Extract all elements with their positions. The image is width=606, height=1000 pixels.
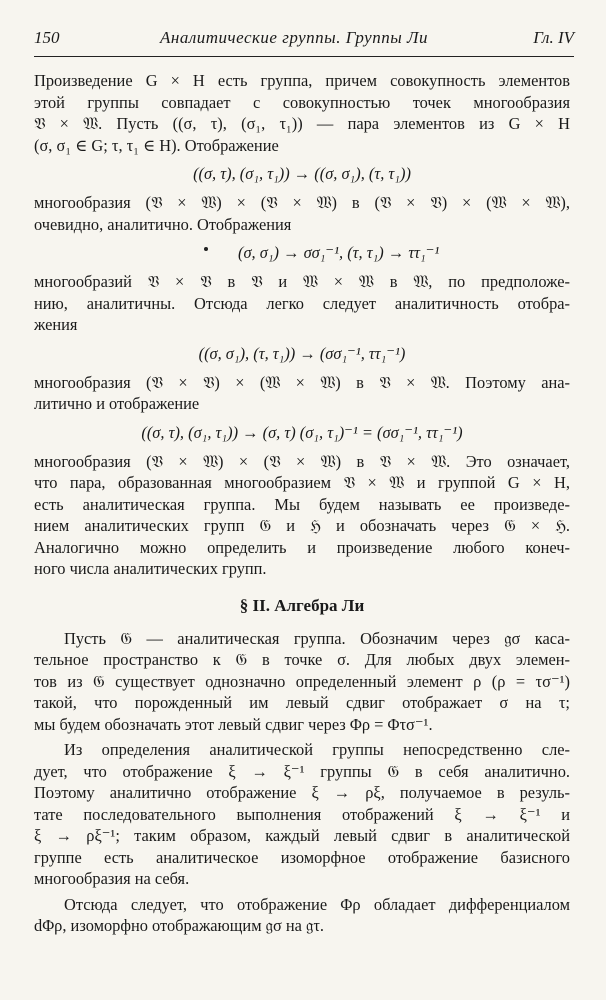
text-line: Пусть 𝔊 — аналитическая группа. Обозначим через 𝔤σ каса- bbox=[64, 628, 570, 648]
paragraph bbox=[34, 451, 570, 580]
text-line: ξ → ρξ⁻¹; таким образом, каждый левый сдвиг в аналитической bbox=[34, 826, 570, 845]
text-line: нию, аналитичны. Отсюда легко следует аналитичность отобра- bbox=[34, 293, 570, 313]
running-title: Аналитические группы. Группы Ли bbox=[160, 28, 428, 47]
formula-text: (σ, σ₁) → σσ₁⁻¹, (τ, τ₁) → ττ₁⁻¹ bbox=[238, 243, 440, 263]
paragraph bbox=[34, 192, 570, 235]
text-line: жения bbox=[34, 315, 78, 334]
text-line: Аналогично можно определить и произведение любого конеч- bbox=[34, 537, 570, 557]
text-line: 𝔙 × 𝔚. Пусть ((σ, τ), (σ₁, τ₁)) — пара элементов из G × H bbox=[34, 114, 570, 133]
stray-dot bbox=[204, 247, 208, 251]
paragraph bbox=[34, 894, 570, 937]
paragraph bbox=[34, 739, 570, 890]
text-line: (σ, σ₁ ∈ G; τ, τ₁ ∈ H). Отображение bbox=[34, 135, 279, 155]
text-line: многообразия на себя. bbox=[34, 869, 190, 888]
running-header bbox=[34, 28, 574, 52]
text-line: группе есть аналитическое изоморфное отображение базисного bbox=[34, 847, 570, 867]
text-line: Поэтому аналитично отображение ξ → ρξ, получаемое в резуль- bbox=[34, 783, 570, 802]
text-line: такой, что порожденный им левый сдвиг отображает σ на τ; bbox=[34, 693, 570, 712]
formula: ((σ, σ₁), (τ, τ₁)) → (σσ₁⁻¹, ττ₁⁻¹) bbox=[198, 343, 406, 363]
text-line: Произведение G × H есть группа, причем совокупность элементов bbox=[34, 71, 570, 90]
text-line: есть аналитическая группа. Мы будем называть ее произведе- bbox=[34, 494, 570, 514]
header-rule bbox=[34, 56, 574, 57]
paragraph bbox=[34, 628, 570, 736]
text-line: этой группы совпадает с совокупностью точек многообразия bbox=[34, 92, 570, 112]
text-line: очевидно, аналитично. Отображения bbox=[34, 214, 292, 234]
text-line: дует, что отображение ξ → ξ⁻¹ группы 𝔊 в себя аналитично. bbox=[34, 761, 570, 781]
section-heading: § II. Алгебра Ли bbox=[239, 595, 365, 615]
text-line: что пара, образованная многообразием 𝔙 × 𝔚 и группой G × H, bbox=[34, 473, 570, 492]
text-line: Отсюда следует, что отображение Φρ обладает дифференциалом bbox=[64, 894, 570, 914]
text-line: многообразия (𝔙 × 𝔚) × (𝔙 × 𝔚) в (𝔙 × 𝔙) × (𝔚 × 𝔚), bbox=[34, 193, 570, 212]
page-body bbox=[34, 70, 570, 937]
chapter-label: Гл. IV bbox=[533, 28, 574, 47]
text-line: многообразия (𝔙 × 𝔙) × (𝔚 × 𝔚) в 𝔙 × 𝔚. Поэтому ана- bbox=[34, 372, 570, 392]
text-line: dΦρ, изоморфно отображающим 𝔤σ на 𝔤τ. bbox=[34, 916, 325, 935]
text-line: литично и отображение bbox=[34, 394, 200, 413]
text-line: тате последовательного выполнения отображений ξ → ξ⁻¹ и bbox=[34, 804, 570, 824]
text-line: нием аналитических групп 𝔊 и ℌ и обозначать через 𝔊 × ℌ. bbox=[34, 516, 570, 535]
text-line: ного числа аналитических групп. bbox=[34, 559, 267, 578]
paragraph bbox=[34, 271, 570, 336]
paragraph bbox=[34, 372, 570, 415]
formula bbox=[34, 235, 570, 271]
page-number: 150 bbox=[34, 28, 60, 47]
formula: ((σ, τ), (σ₁, τ₁)) → ((σ, σ₁), (τ, τ₁)) bbox=[193, 164, 411, 184]
formula: ((σ, τ), (σ₁, τ₁)) → (σ, τ) (σ₁, τ₁)⁻¹ = (σσ₁⁻¹, ττ₁⁻¹) bbox=[141, 422, 463, 442]
text-line: многообразий 𝔙 × 𝔙 в 𝔙 и 𝔚 × 𝔚 в 𝔚, по предположе- bbox=[34, 272, 570, 291]
text-line: многообразия (𝔙 × 𝔚) × (𝔙 × 𝔚) в 𝔙 × 𝔚. Это означает, bbox=[34, 451, 570, 471]
text-line: Из определения аналитической группы непосредственно сле- bbox=[64, 740, 570, 759]
text-line: мы будем обозначать этот левый сдвиг через Φρ = Φτσ⁻¹. bbox=[34, 714, 433, 734]
text-line: тов из 𝔊 существует однозначно определенный элемент ρ (ρ = τσ⁻¹) bbox=[34, 671, 570, 691]
paragraph-product bbox=[34, 70, 570, 156]
text-line: тельное пространство к 𝔊 в точке σ. Для любых двух элемен- bbox=[34, 650, 570, 669]
